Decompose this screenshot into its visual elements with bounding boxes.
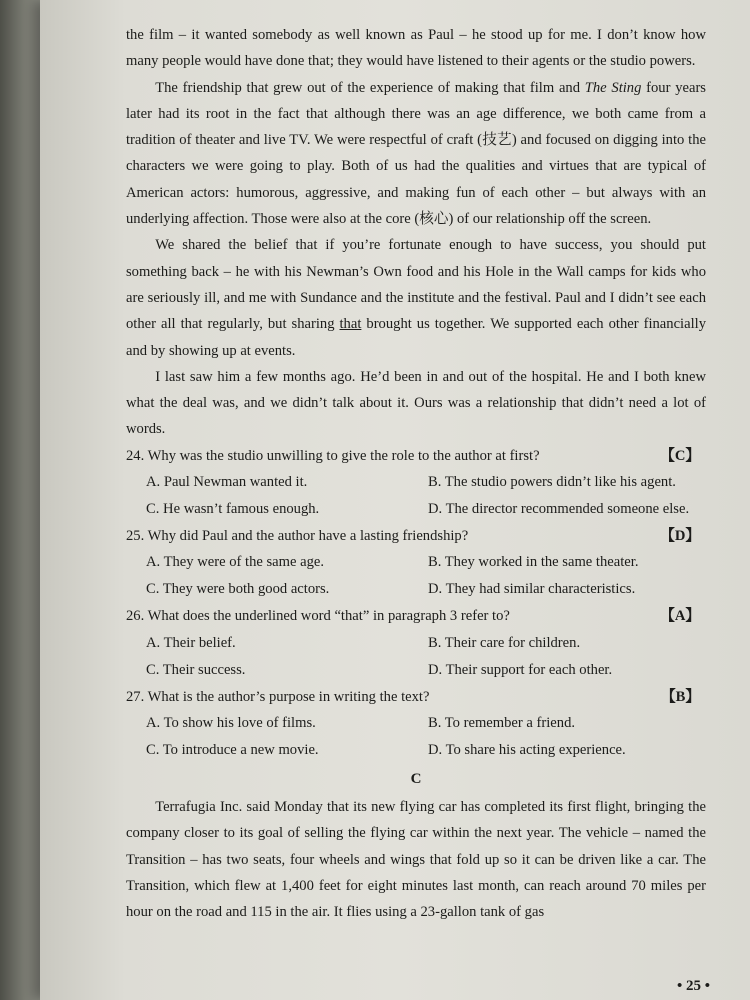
underlined-word: that — [339, 316, 362, 333]
option-d: D. To share his acting experience. — [428, 741, 626, 758]
option-d: D. They had similar characteristics. — [428, 581, 636, 598]
question-stem: 25. Why did Paul and the author have a lasting friendship? — [126, 528, 469, 545]
question-stem: 26. What does the underlined word “that” in paragraph 3 refer to? — [126, 608, 510, 625]
question-26 — [126, 603, 706, 629]
option-c: C. He wasn’t famous enough. — [146, 501, 320, 518]
question-24 — [126, 443, 706, 469]
option-d: D. Their support for each other. — [428, 661, 613, 678]
film-title: The Sting — [584, 79, 642, 96]
option-a: A. Paul Newman wanted it. — [146, 474, 308, 491]
option-b: B. To remember a friend. — [428, 714, 576, 731]
answer-key: 【B】 — [661, 688, 700, 705]
page-content — [126, 22, 706, 925]
option-a: A. Their belief. — [146, 634, 236, 651]
answer-key: 【C】 — [660, 447, 700, 464]
section-heading: C — [410, 770, 422, 787]
option-d: D. The director recommended someone else. — [428, 501, 690, 518]
options-25 — [146, 549, 706, 603]
paragraph-belief: We shared the belief that if you’re fortunate enough to have success, you should put something back – he with his Newman’s Own food and his Hole in the Wall camps for kids who are seriously ill, and me with Sundance and the institute and the festival. Paul and I didn’t see each other all that regularly, but sharing that brought us together. We supported each other financially and by showing up at events. — [126, 237, 706, 359]
answer-key: 【D】 — [660, 528, 700, 545]
options-26 — [146, 630, 706, 684]
paragraph-continued: the film – it wanted somebody as well known as Paul – he stood up for me. I don’t know how many people would have done that; they would have listened to their agents or the studio powers. — [126, 27, 706, 70]
page-number: • 25 • — [676, 978, 710, 994]
option-c: C. Their success. — [146, 661, 246, 678]
option-c: C. To introduce a new movie. — [146, 741, 319, 758]
question-25 — [126, 523, 706, 549]
option-b: B. Their care for children. — [428, 634, 581, 651]
paragraph-friendship: The friendship that grew out of the experience of making that film and The Sting four years later had its root in the fact that although there was an age difference, we both came from a tradition of theater and live TV. We were respectful of craft (技艺) and focused on digging into the characters we were going to play. Both of us had the qualities and virtues that are typical of American actors: humorous, aggressive, and making fun of each other – but always with an underlying affection. Those were also at the core (核心) of our relationship off the screen. — [126, 79, 706, 228]
answer-key: 【A】 — [660, 608, 700, 625]
option-b: B. They worked in the same theater. — [428, 554, 639, 571]
question-stem: 27. What is the author’s purpose in writing the text? — [126, 688, 430, 705]
question-27 — [126, 684, 706, 710]
question-stem: 24. Why was the studio unwilling to give the role to the author at first? — [126, 447, 540, 464]
paragraph-last-saw: I last saw him a few months ago. He’d been in and out of the hospital. He and I both knew what the deal was, and we didn’t talk about it. Ours was a relationship that didn’t need a lot of words. — [126, 368, 706, 438]
paragraph-terrafugia: Terrafugia Inc. said Monday that its new flying car has completed its first flight, bringing the company closer to its goal of selling the flying car within the next year. The vehicle – named the Transition – has two seats, four wheels and wings that fold up so it can be driven like a car. The Transition, which flew at 1,400 feet for eight minutes last month, can reach around 70 miles per hour on the road and 115 in the air. It flies using a 23-gallon tank of gas — [126, 798, 706, 921]
options-24 — [146, 469, 706, 523]
options-27 — [146, 710, 706, 764]
option-a: A. To show his love of films. — [146, 714, 316, 731]
option-b: B. The studio powers didn’t like his agent. — [428, 474, 676, 491]
option-c: C. They were both good actors. — [146, 581, 330, 598]
option-a: A. They were of the same age. — [146, 554, 325, 571]
left-page-edge — [0, 0, 40, 1000]
